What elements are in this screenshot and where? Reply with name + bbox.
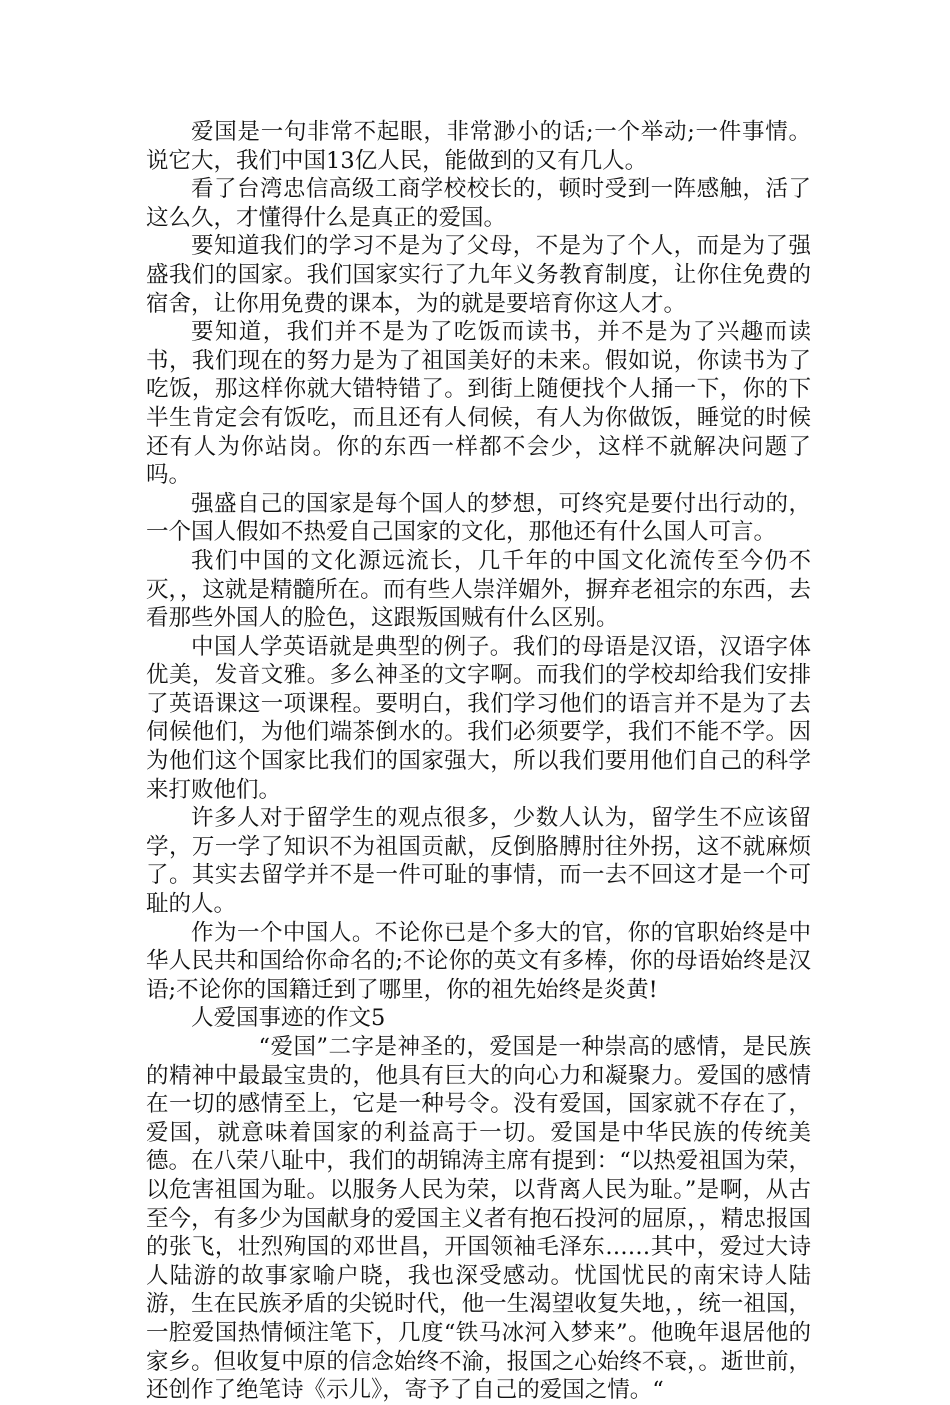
paragraph: 要知道，我们并不是为了吃饭而读书，并不是为了兴趣而读书，我们现在的努力是为了祖国美好的未来。假如说，你读书为了吃饭，那这样你就大错特错了。到街上随便找个人捅一下，你的下半生肯定会有饭吃，而且还有人伺候，有人为你做饭，睡觉的时候还有人为你站岗。你的东西一样都不会少，这样不就解决问题了吗。: [146, 319, 811, 489]
paragraph: 要知道我们的学习不是为了父母，不是为了个人，而是为了强盛我们的国家。我们国家实行了九年义务教育制度，让你住免费的宿舍，让你用免费的课本，为的就是要培育你这人才。: [146, 233, 811, 317]
paragraph: 我们中国的文化源远流长，几千年的中国文化流传至今仍不灭，，这就是精髓所在。而有些人崇洋媚外，摒弃老祖宗的东西，去看那些外国人的脸色，这跟叛国贼有什么区别。: [146, 547, 811, 632]
paragraph: 中国人学英语就是典型的例子。我们的母语是汉语，汉语字体优美，发音文雅。多么神圣的文字啊。而我们的学校却给我们安排了英语课这一项课程。要明白，我们学习他们的语言并不是为了去伺候他们，为他们端茶倒水的。我们必须要学，我们不能不学。因为他们这个国家比我们的国家强大，所以我们要用他们自己的科学来打败他们。: [146, 633, 811, 803]
section-heading: 人爱国事迹的作文5: [191, 1005, 386, 1032]
paragraph: 作为一个中国人。不论你已是个多大的官，你的官职始终是中华人民共和国给你命名的;不论你的英文有多棒，你的母语始终是汉语;不论你的国籍迁到了哪里，你的祖先始终是炎黄!: [146, 919, 811, 1003]
paragraph: “爱国”二字是神圣的，爱国是一种崇高的感情，是民族的精神中最最宝贵的，他具有巨大的向心力和凝聚力。爱国的感情在一切的感情至上，它是一种号令。没有爱国，国家就不存在了，爱国，就意味着国家的利益高于一切。爱国是中华民族的传统美德。在八荣八耻中，我们的胡锦涛主席有提到：“以热爱祖国为荣，以危害祖国为耻。以服务人民为荣，以背离人民为耻。”是啊，从古至今，有多少为国献身的爱国主义者有抱石投河的屈原，，精忠报国的张飞，壮烈殉国的邓世昌，开国领袖毛泽东……其中，爱过大诗人陆游的故事家喻户晓，我也深受感动。忧国忧民的南宋诗人陆游，生在民族矛盾的尖锐时代，他一生渴望收复失地，，统一祖国，一腔爱国热情倾注笔下，几度“铁马冰河入梦来”。他晚年退居他的家乡。但收复中原的信念始终不渝，报国之心始终不衰，。逝世前，还创作了绝笔诗《示儿》，寄予了自己的爱国之情。“: [146, 1034, 811, 1404]
paragraph: 强盛自己的国家是每个国人的梦想，可终究是要付出行动的，一个国人假如不热爱自己国家的文化，那他还有什么国人可言。: [146, 490, 811, 546]
paragraph: 许多人对于留学生的观点很多，少数人认为，留学生不应该留学，万一学了知识不为祖国贡献，反倒胳膊肘往外拐，这不就麻烦了。其实去留学并不是一件可耻的事情，而一去不回这才是一个可耻的人。: [146, 805, 811, 918]
paragraph: 爱国是一句非常不起眼，非常渺小的话;一个举动;一件事情。说它大，我们中国13亿人民，能做到的又有几人。: [146, 119, 811, 174]
document-body: [146, 118, 811, 1405]
paragraph: 看了台湾忠信高级工商学校校长的，顿时受到一阵感触，活了这么久，才懂得什么是真正的爱国。: [146, 176, 811, 231]
